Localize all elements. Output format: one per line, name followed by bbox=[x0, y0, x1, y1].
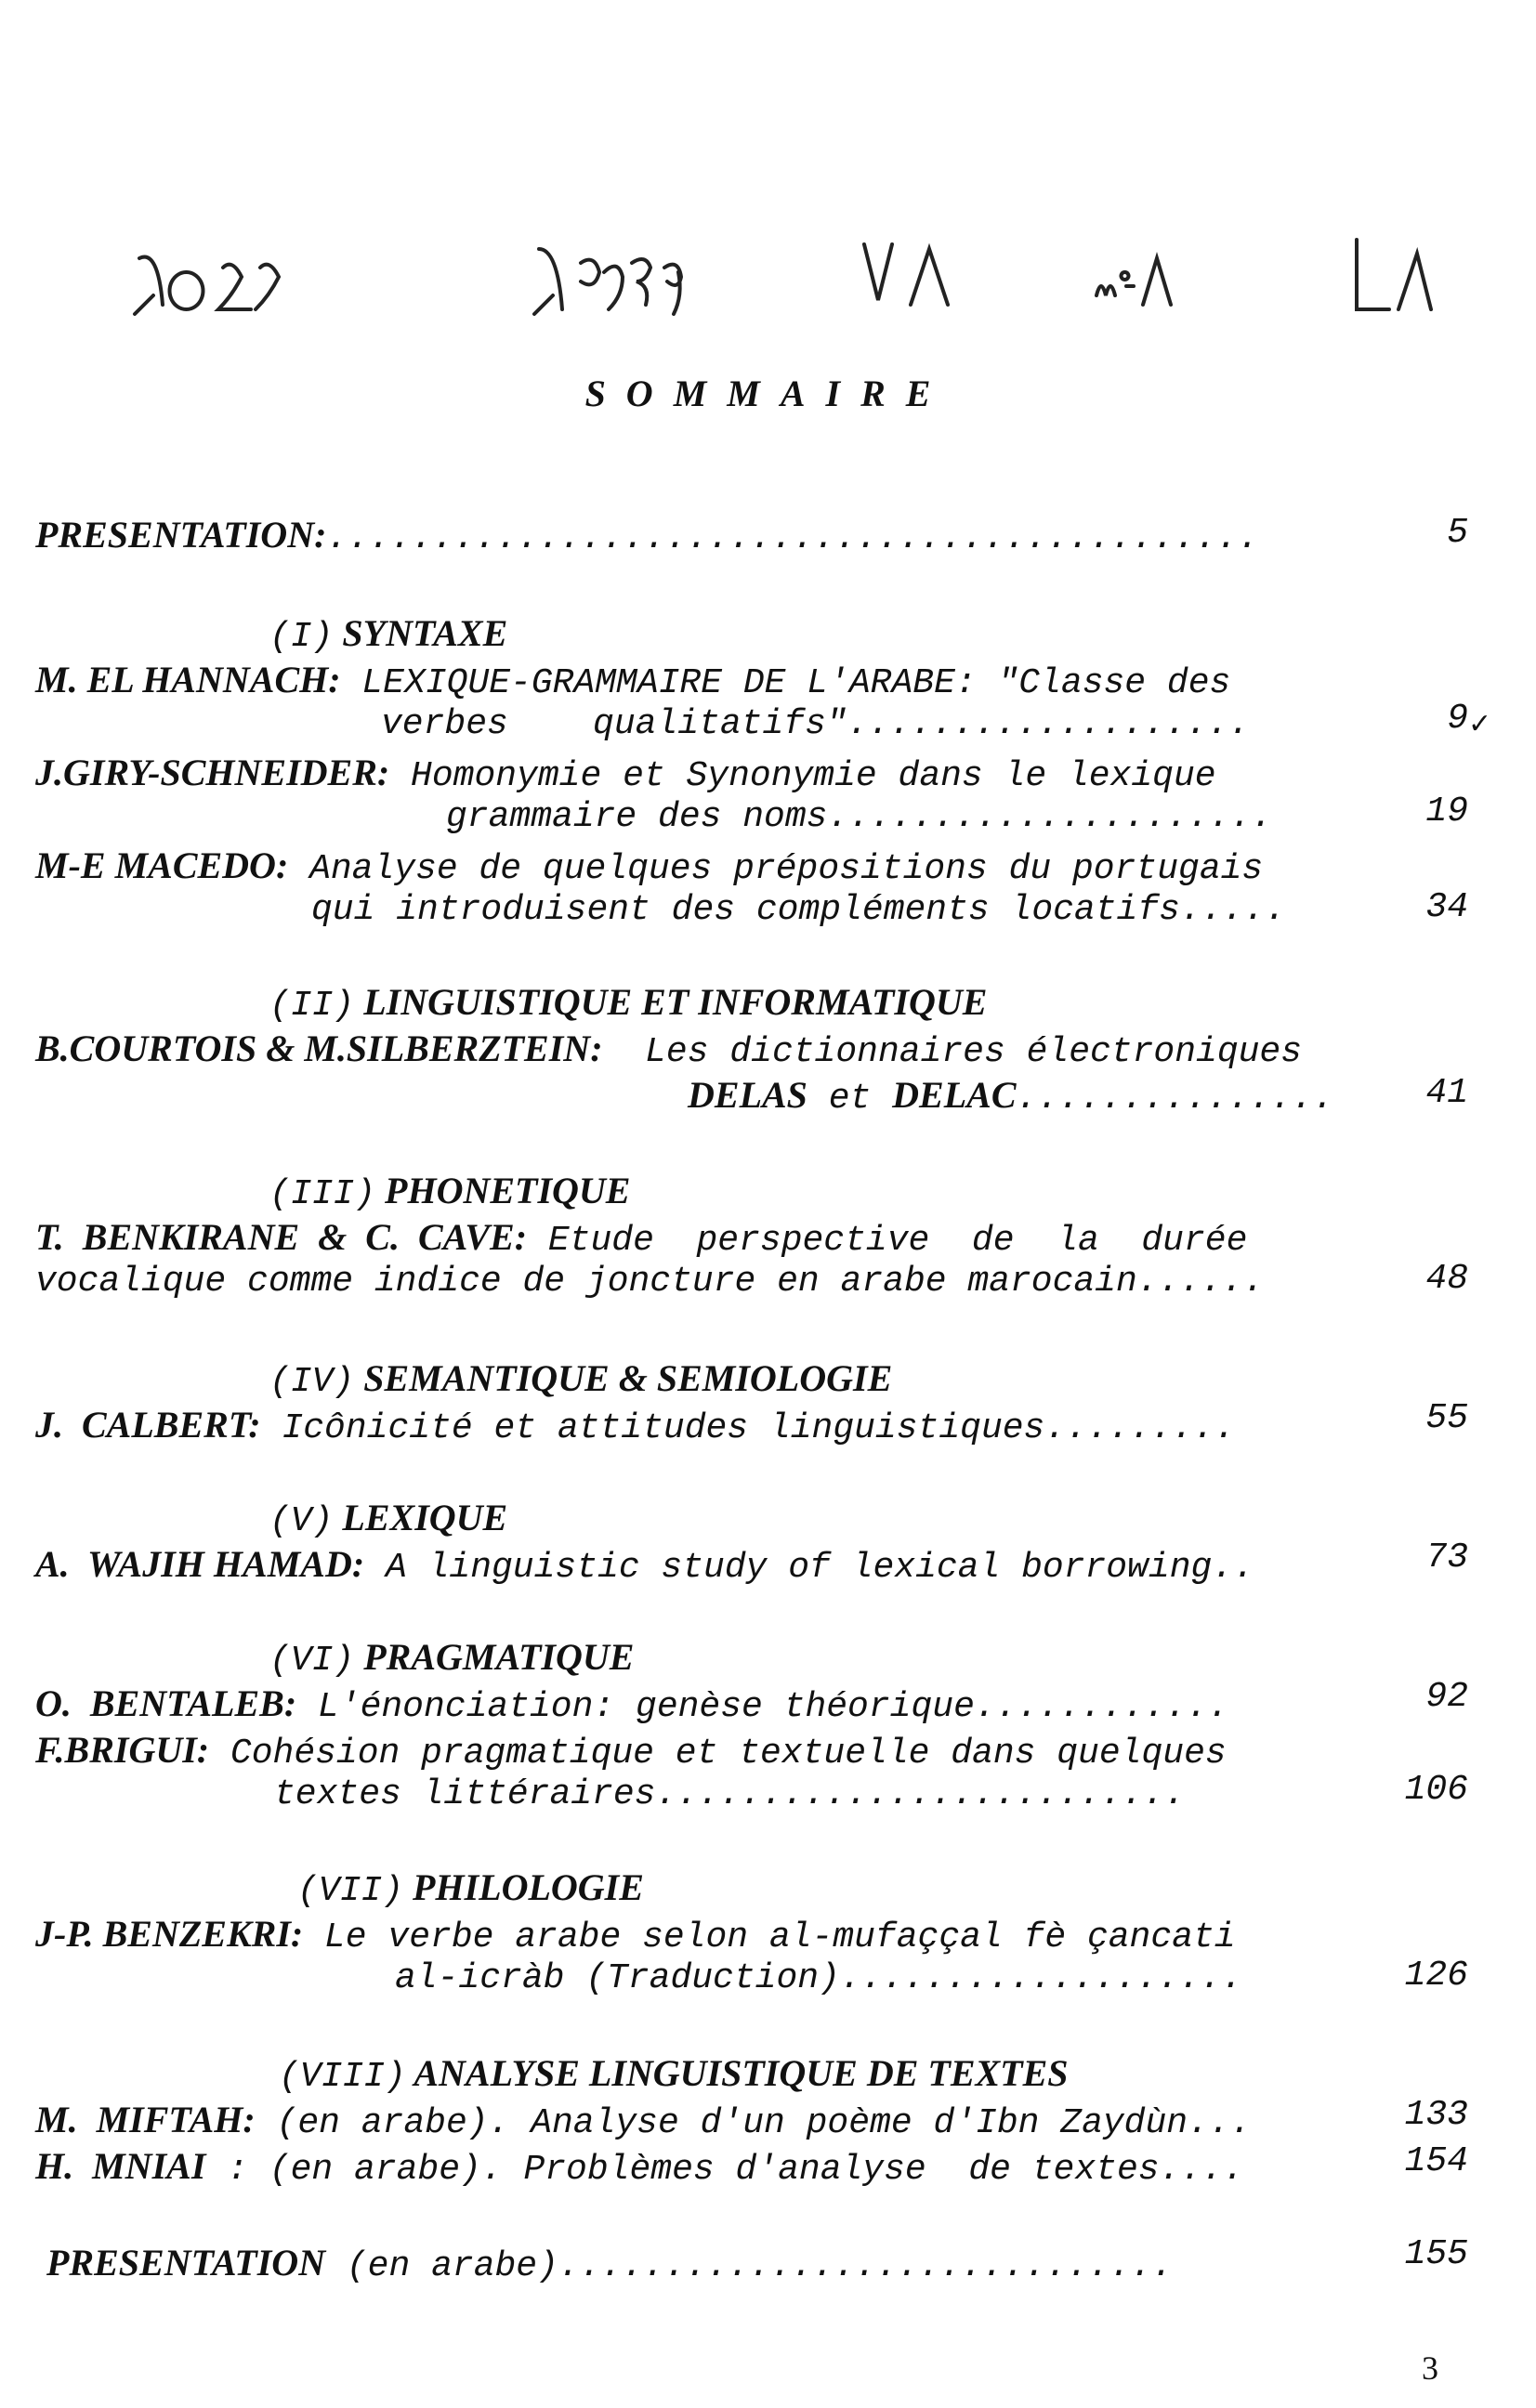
entry-title-term: DELAC bbox=[892, 1074, 1017, 1116]
entry-title: LEXIQUE-GRAMMAIRE DE L'ARABE: "Classe des bbox=[340, 663, 1231, 703]
presentation-arabe-label: PRESENTATION bbox=[46, 2242, 326, 2284]
entry-author: M-E MACEDO: bbox=[35, 844, 289, 886]
presentation-line bbox=[35, 513, 1259, 558]
entry-dots: ............... bbox=[1016, 1079, 1334, 1119]
section-name: SEMANTIQUE & SEMIOLOGIE bbox=[363, 1357, 893, 1399]
section-heading-pragmatique bbox=[269, 1635, 634, 1681]
entry-author: M. EL HANNACH: bbox=[35, 659, 341, 700]
toc-entry-macedo bbox=[35, 844, 1263, 889]
presentation-arabe-line bbox=[46, 2241, 1173, 2286]
entry-title: : (en arabe). Problèmes d'analyse de textes.... bbox=[205, 2150, 1244, 2190]
entry-author: J. CALBERT: bbox=[35, 1404, 261, 1446]
entry-page: 19 bbox=[1425, 792, 1468, 831]
entry-page: 34 bbox=[1425, 887, 1468, 927]
entry-title: (en arabe). Analyse d'un poème d'Ibn Zaydùn... bbox=[255, 2103, 1252, 2143]
toc-entry-giry-schneider bbox=[35, 751, 1216, 796]
section-number: (VIII) bbox=[279, 2057, 406, 2097]
section-heading-phonetique bbox=[269, 1169, 630, 1214]
section-heading-syntaxe bbox=[269, 611, 507, 657]
entry-title: L'énonciation: genèse théorique............ bbox=[296, 1687, 1229, 1727]
entry-page: 92 bbox=[1425, 1677, 1468, 1717]
entry-page: 154 bbox=[1404, 2141, 1468, 2181]
section-name: SYNTAXE bbox=[342, 612, 508, 654]
entry-title: Icônicité et attitudes linguistiques......... bbox=[260, 1408, 1236, 1448]
toc-entry-mniai bbox=[35, 2144, 1244, 2190]
presentation-arabe-rest: (en arabe)............................. bbox=[325, 2246, 1174, 2286]
section-heading-philologie bbox=[297, 1865, 644, 1911]
page-number: 3 bbox=[1422, 2349, 1438, 2387]
section-number: (I) bbox=[269, 617, 334, 657]
toc-entry-el-hannach-cont: verbes qualitatifs"................... bbox=[381, 704, 1250, 744]
section-name: LINGUISTIQUE ET INFORMATIQUE bbox=[363, 981, 988, 1023]
toc-entry-benkirane bbox=[35, 1215, 1247, 1261]
toc-entry-giry-schneider-cont: grammaire des noms..................... bbox=[446, 797, 1273, 837]
section-name: PHONETIQUE bbox=[385, 1170, 631, 1211]
entry-page: 133 bbox=[1404, 2095, 1468, 2135]
toc-entry-courtois-cont bbox=[688, 1073, 1334, 1119]
entry-title: Etude perspective de la durée bbox=[527, 1221, 1248, 1261]
entry-page: 106 bbox=[1404, 1770, 1468, 1810]
section-name: LEXIQUE bbox=[342, 1497, 508, 1538]
handwritten-catalog-marks bbox=[121, 230, 1468, 333]
toc-entry-courtois bbox=[35, 1027, 1302, 1072]
section-heading-linguistique-informatique bbox=[269, 980, 987, 1026]
toc-entry-benkirane-cont: vocalique comme indice de joncture en arabe marocain...... bbox=[35, 1262, 1265, 1302]
toc-entry-benzekri bbox=[35, 1912, 1236, 1957]
entry-title: Cohésion pragmatique et textuelle dans quelques bbox=[209, 1734, 1227, 1773]
entry-page: 9 bbox=[1447, 699, 1468, 739]
section-number: (VII) bbox=[297, 1871, 404, 1911]
entry-page: 73 bbox=[1425, 1538, 1468, 1577]
section-number: (IV) bbox=[269, 1362, 355, 1402]
toc-entry-brigui-cont: textes littéraires......................... bbox=[274, 1774, 1186, 1814]
entry-author: O. BENTALEB: bbox=[35, 1682, 297, 1724]
presentation-arabe-page: 155 bbox=[1404, 2234, 1468, 2274]
presentation-dots: ............................................ bbox=[326, 518, 1259, 558]
entry-title: Analyse de quelques prépositions du portugais bbox=[288, 849, 1264, 889]
handwritten-marks-image bbox=[121, 230, 1468, 333]
section-heading-lexique bbox=[269, 1496, 507, 1541]
entry-author: B.COURTOIS & M.SILBERZTEIN: bbox=[35, 1027, 603, 1069]
entry-title-term: DELAS bbox=[688, 1074, 807, 1116]
entry-author: J.GIRY-SCHNEIDER: bbox=[35, 752, 390, 793]
entry-author: F.BRIGUI: bbox=[35, 1729, 210, 1771]
entry-author: M. MIFTAH: bbox=[35, 2099, 256, 2140]
section-number: (VI) bbox=[269, 1641, 355, 1681]
page-title: SOMMAIRE bbox=[584, 373, 952, 414]
section-number: (II) bbox=[269, 986, 355, 1026]
entry-author: H. MNIAI bbox=[35, 2145, 206, 2187]
section-number: (V) bbox=[269, 1501, 334, 1541]
toc-entry-wajih-hamad bbox=[35, 1542, 1254, 1588]
section-heading-analyse-textes bbox=[279, 2051, 1069, 2097]
toc-entry-bentaleb bbox=[35, 1682, 1229, 1727]
entry-title: Les dictionnaires électroniques bbox=[602, 1032, 1303, 1072]
entry-author: T. BENKIRANE & C. CAVE: bbox=[35, 1216, 528, 1258]
entry-title: Homonymie et Synonymie dans le lexique bbox=[389, 756, 1216, 796]
toc-entry-calbert bbox=[35, 1403, 1236, 1448]
entry-title: A linguistic study of lexical borrowing.. bbox=[364, 1548, 1254, 1588]
section-name: ANALYSE LINGUISTIQUE DE TEXTES bbox=[414, 2052, 1069, 2094]
entry-page: 48 bbox=[1425, 1259, 1468, 1299]
entry-page: 41 bbox=[1425, 1073, 1468, 1113]
check-mark-icon: ✓ bbox=[1468, 708, 1492, 740]
toc-entry-miftah bbox=[35, 2098, 1252, 2143]
section-number: (III) bbox=[269, 1174, 376, 1214]
section-name: PHILOLOGIE bbox=[413, 1866, 644, 1908]
entry-page: 126 bbox=[1404, 1956, 1468, 1996]
entry-author: A. WAJIH HAMAD: bbox=[35, 1543, 365, 1585]
section-heading-semantique bbox=[269, 1356, 892, 1402]
entry-title-text: et bbox=[807, 1079, 893, 1119]
section-name: PRAGMATIQUE bbox=[363, 1636, 635, 1678]
toc-entry-brigui bbox=[35, 1728, 1227, 1773]
toc-entry-benzekri-cont: al-icràb (Traduction)................... bbox=[395, 1958, 1243, 1998]
presentation-label: PRESENTATION: bbox=[35, 514, 327, 556]
presentation-page: 5 bbox=[1447, 513, 1468, 553]
toc-entry-el-hannach bbox=[35, 658, 1230, 703]
entry-title: Le verbe arabe selon al-mufaççal fè çancati bbox=[303, 1917, 1236, 1957]
entry-page: 55 bbox=[1425, 1398, 1468, 1438]
toc-entry-macedo-cont: qui introduisent des compléments locatifs..... bbox=[311, 890, 1286, 930]
entry-author: J-P. BENZEKRI: bbox=[35, 1913, 304, 1955]
